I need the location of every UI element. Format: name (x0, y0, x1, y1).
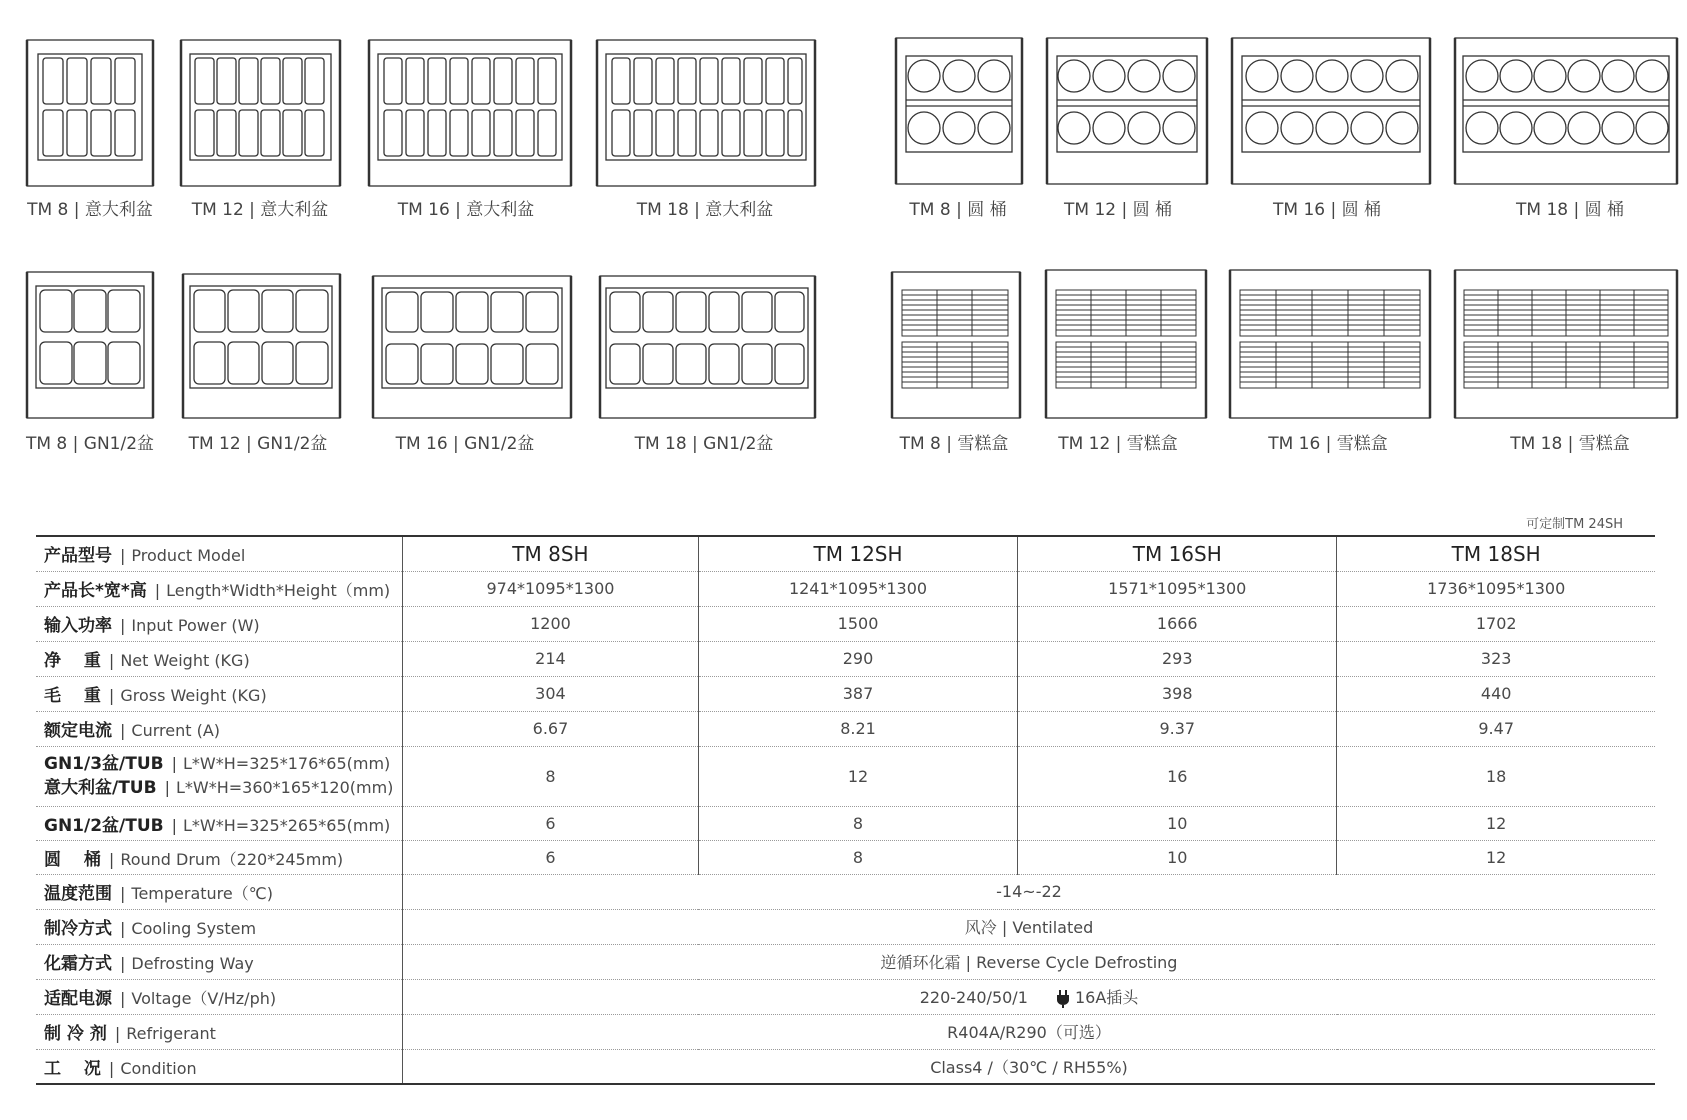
diagram-tm8-gn12 (27, 272, 153, 418)
diagram-svg (0, 0, 1687, 470)
caption-tm12-gn12: TM 12 | GN1/2盆 (188, 434, 328, 454)
diagram-tm12-round (1047, 38, 1207, 184)
cell: 440 (1337, 676, 1655, 711)
cell: 1571*1095*1300 (1018, 571, 1337, 606)
row-label: GN1/2盆/TUB | L*W*H=325*265*65(mm) (36, 806, 403, 840)
cell: 1241*1095*1300 (698, 571, 1017, 606)
diagram-tm18-icecream (1455, 270, 1677, 418)
row-label: 额定电流 | Current (A) (36, 711, 403, 746)
cell: 290 (698, 641, 1017, 676)
cell: 323 (1337, 641, 1655, 676)
cell: 1666 (1018, 606, 1337, 641)
diagram-tm16-gn12 (373, 276, 571, 418)
plug-label: 16A插头 (1074, 988, 1139, 1007)
table-row (36, 711, 1655, 746)
cell-temperature: -14~-22 (403, 874, 1656, 909)
diagram-tm8-italian (27, 40, 153, 186)
diagram-tm16-icecream (1230, 270, 1430, 418)
diagram-tm12-italian (181, 40, 340, 186)
caption-tm12-icecream: TM 12 | 雪糕盒 (1058, 434, 1178, 454)
cell: 10 (1018, 806, 1337, 840)
caption-tm18-italian: TM 18 | 意大利盆 (636, 200, 774, 220)
caption-tm16-gn12: TM 16 | GN1/2盆 (395, 434, 535, 454)
table-row (36, 1049, 1655, 1084)
diagram-tm12-gn12 (183, 274, 340, 418)
cell: 214 (403, 641, 699, 676)
diagram-area (0, 0, 1687, 470)
diagram-tm12-icecream (1046, 270, 1206, 418)
cell: 304 (403, 676, 699, 711)
diagram-tm8-round (896, 38, 1022, 184)
row-label: 工 况 | Condition (36, 1049, 403, 1084)
caption-tm8-icecream: TM 8 | 雪糕盒 (899, 434, 1009, 454)
table-row (36, 746, 1655, 806)
caption-tm16-italian: TM 16 | 意大利盆 (397, 200, 535, 220)
table-row (36, 874, 1655, 909)
cell-condition: Class4 /（30℃ / RH55%) (403, 1049, 1656, 1084)
cell: 974*1095*1300 (403, 571, 699, 606)
diagram-tm16-italian (369, 40, 571, 186)
cell: 8 (698, 806, 1017, 840)
caption-tm16-icecream: TM 16 | 雪糕盒 (1268, 434, 1388, 454)
cell-defrosting: 逆循环化霜 | Reverse Cycle Defrosting (403, 944, 1656, 979)
table-row (36, 1014, 1655, 1049)
table-row (36, 979, 1655, 1014)
row-label: 圆 桶 | Round Drum（220*245mm) (36, 840, 403, 874)
caption-tm12-round: TM 12 | 圆 桶 (1063, 200, 1173, 220)
diagram-tm18-round (1455, 38, 1677, 184)
caption-tm8-round: TM 8 | 圆 桶 (909, 200, 1007, 220)
row-label: 产品长*宽*高 | Length*Width*Height（mm) (36, 571, 403, 606)
cell: 1200 (403, 606, 699, 641)
row-label: 净 重 | Net Weight (KG) (36, 641, 403, 676)
cell: 1500 (698, 606, 1017, 641)
diagram-tm8-icecream (892, 272, 1020, 418)
plug-icon (1055, 990, 1071, 1008)
table-row (36, 840, 1655, 874)
caption-tm18-round: TM 18 | 圆 桶 (1515, 200, 1625, 220)
cell: 18 (1337, 746, 1655, 806)
cell: 16 (1018, 746, 1337, 806)
caption-tm18-gn12: TM 18 | GN1/2盆 (634, 434, 774, 454)
cell: 10 (1018, 840, 1337, 874)
table-row (36, 806, 1655, 840)
voltage-value: 220-240/50/1 (919, 988, 1028, 1007)
cell: 6.67 (403, 711, 699, 746)
table-row (36, 944, 1655, 979)
cell: 8.21 (698, 711, 1017, 746)
cell: 9.47 (1337, 711, 1655, 746)
cell: 6 (403, 840, 699, 874)
cell: 398 (1018, 676, 1337, 711)
caption-tm8-italian: TM 8 | 意大利盆 (27, 200, 153, 220)
row-label: 毛 重 | Gross Weight (KG) (36, 676, 403, 711)
cell: 387 (698, 676, 1017, 711)
table-header-row (36, 536, 1655, 571)
model-tm8sh: TM 8SH (403, 536, 699, 571)
table-row (36, 676, 1655, 711)
cell: 1736*1095*1300 (1337, 571, 1655, 606)
cell-refrigerant: R404A/R290（可选） (403, 1014, 1656, 1049)
caption-tm16-round: TM 16 | 圆 桶 (1272, 200, 1382, 220)
diagram-tm18-italian (597, 40, 815, 186)
spec-table (36, 535, 1655, 1085)
table-row (36, 571, 1655, 606)
row-label: 温度范围 | Temperature（℃) (36, 874, 403, 909)
cell: 12 (1337, 840, 1655, 874)
cell-cooling: 风冷 | Ventilated (403, 909, 1656, 944)
caption-tm12-italian: TM 12 | 意大利盆 (191, 200, 329, 220)
cell: 1702 (1337, 606, 1655, 641)
row-label: 产品型号 | Product Model (36, 536, 403, 571)
table-row (36, 909, 1655, 944)
row-label: GN1/3盆/TUB | L*W*H=325*176*65(mm) 意大利盆/TUB | L*W*H=360*165*120(mm) (36, 746, 403, 806)
model-tm12sh: TM 12SH (698, 536, 1017, 571)
cell: 9.37 (1018, 711, 1337, 746)
table-row (36, 641, 1655, 676)
model-tm16sh: TM 16SH (1018, 536, 1337, 571)
row-label: 适配电源 | Voltage（V/Hz/ph) (36, 979, 403, 1014)
diagram-tm18-gn12 (600, 276, 815, 418)
cell: 8 (403, 746, 699, 806)
cell: 293 (1018, 641, 1337, 676)
table-row (36, 606, 1655, 641)
cell: 12 (698, 746, 1017, 806)
row-label: 制冷方式 | Cooling System (36, 909, 403, 944)
row-label: 输入功率 | Input Power (W) (36, 606, 403, 641)
cell: 12 (1337, 806, 1655, 840)
row-label: 制 冷 剂 | Refrigerant (36, 1014, 403, 1049)
custom-model-note: 可定制TM 24SH (1526, 517, 1623, 532)
cell: 8 (698, 840, 1017, 874)
caption-tm8-gn12: TM 8 | GN1/2盆 (25, 434, 155, 454)
cell-voltage (403, 979, 1656, 1014)
row-label: 化霜方式 | Defrosting Way (36, 944, 403, 979)
cell: 6 (403, 806, 699, 840)
model-tm18sh: TM 18SH (1337, 536, 1655, 571)
diagram-tm16-round (1232, 38, 1430, 184)
caption-tm18-icecream: TM 18 | 雪糕盒 (1510, 434, 1630, 454)
